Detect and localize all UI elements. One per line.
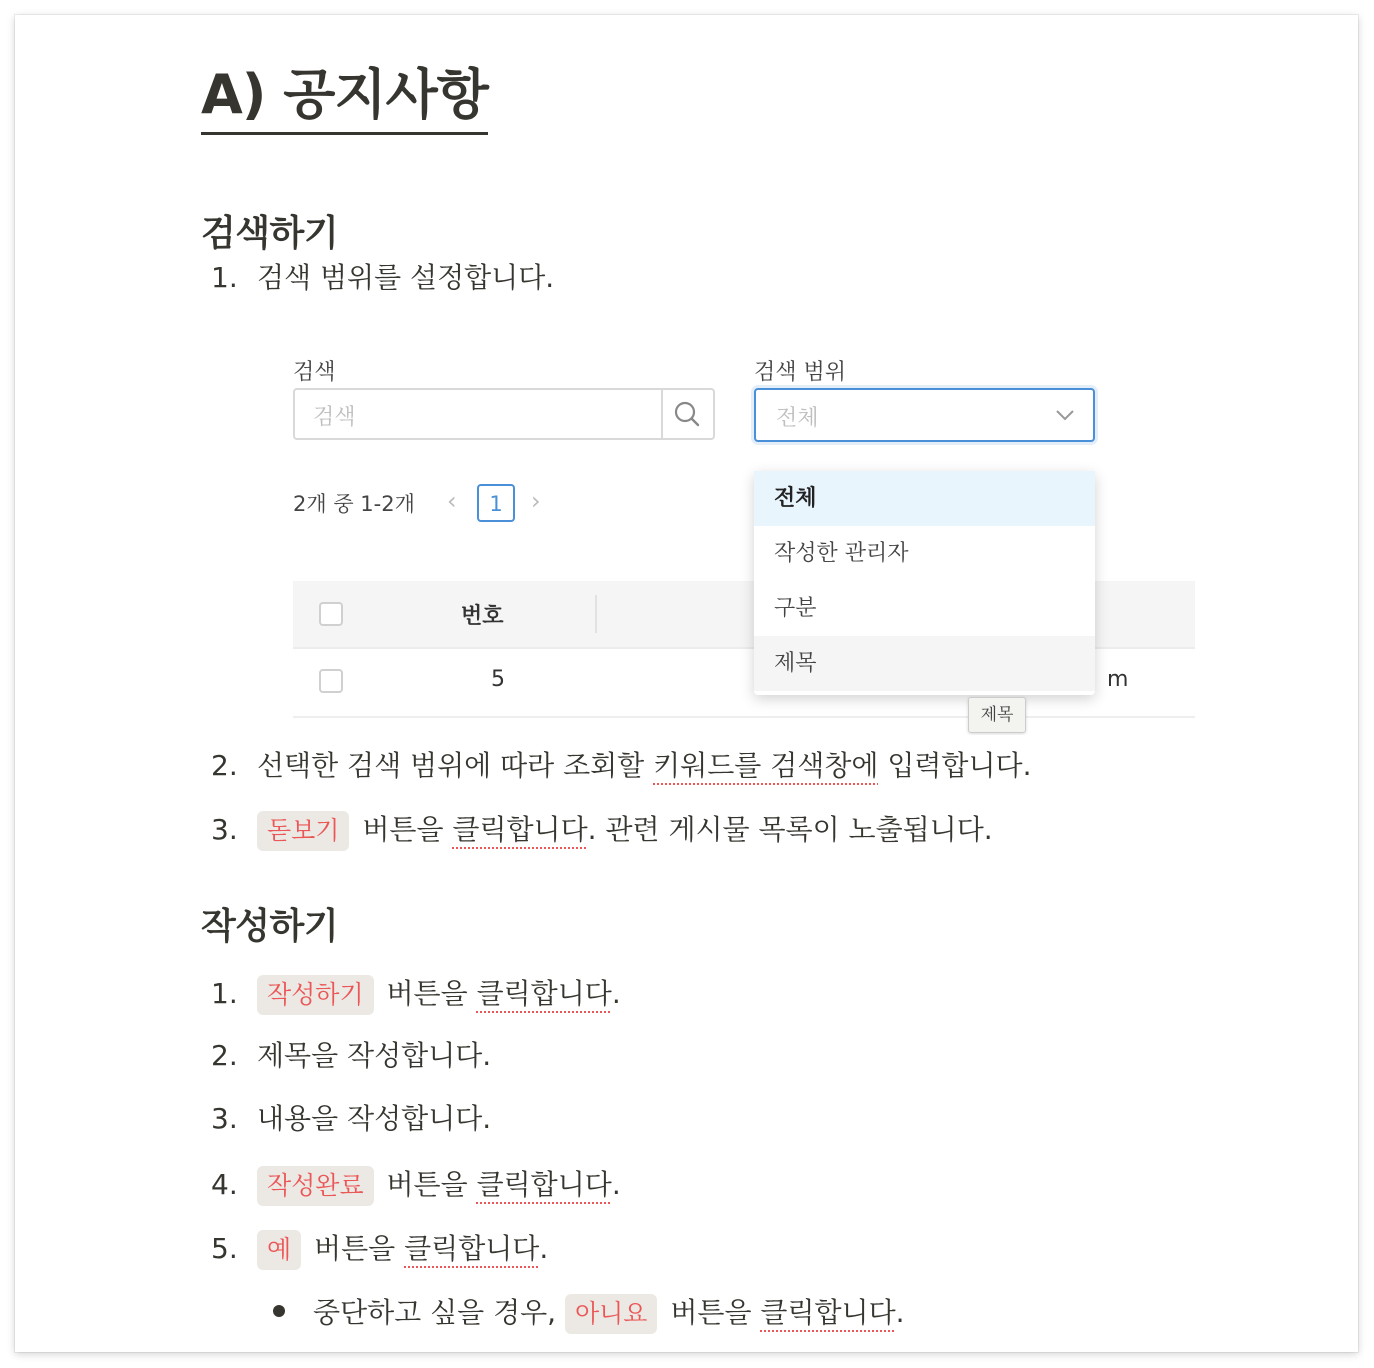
scope-label: 검색 범위 bbox=[754, 360, 847, 385]
search-label: 검색 bbox=[293, 360, 336, 385]
write-step-4 bbox=[211, 1165, 621, 1206]
search-placeholder: 검색 bbox=[313, 405, 356, 430]
inline-code-magnifier: 돋보기 bbox=[257, 811, 349, 851]
step-text-underlined: 클릭합니다 bbox=[476, 1168, 612, 1201]
write-section-heading: 작성하기 bbox=[201, 906, 339, 947]
step-text-underlined: 키워드를 검색창에 bbox=[653, 749, 879, 782]
bullet-text-underlined: 클릭합니다 bbox=[760, 1296, 896, 1329]
list-number: 1. bbox=[211, 977, 238, 1010]
step-text: 제목을 작성합니다. bbox=[257, 1039, 492, 1072]
step-text-after: . 관련 게시물 목록이 노출됩니다. bbox=[587, 813, 993, 846]
list-number: 2. bbox=[211, 1039, 238, 1072]
list-number: 3. bbox=[211, 1102, 238, 1135]
step-text-underlined: 클릭합니다 bbox=[476, 977, 612, 1010]
inline-code-write: 작성하기 bbox=[257, 975, 374, 1015]
col-number-header: 번호 bbox=[461, 604, 504, 629]
search-input[interactable] bbox=[293, 388, 715, 440]
step-text-before: 버튼을 bbox=[305, 1232, 405, 1265]
pagination-summary: 2개 중 1-2개 bbox=[293, 492, 415, 516]
scope-select[interactable] bbox=[754, 388, 1095, 442]
dropdown-option-category[interactable]: 구분 bbox=[774, 596, 817, 621]
list-number: 4. bbox=[211, 1168, 238, 1201]
search-button[interactable] bbox=[661, 390, 713, 438]
select-all-checkbox[interactable] bbox=[319, 602, 343, 626]
tooltip: 제목 bbox=[968, 697, 1026, 733]
bullet-text-mid: 버튼을 bbox=[661, 1296, 761, 1329]
chevron-down-icon bbox=[1055, 408, 1075, 422]
step-text-after: 입력합니다. bbox=[878, 749, 1032, 782]
dropdown-option-title[interactable]: 제목 bbox=[754, 636, 1095, 691]
write-sub-bullet bbox=[273, 1293, 905, 1334]
search-step-1 bbox=[211, 258, 554, 298]
step-text-before: 선택한 검색 범위에 따라 조회할 bbox=[257, 749, 654, 782]
page-current[interactable]: 1 bbox=[477, 484, 515, 522]
search-step-3 bbox=[211, 810, 993, 851]
scope-selected-value: 전체 bbox=[776, 406, 819, 431]
write-step-1 bbox=[211, 974, 621, 1015]
prev-page-icon[interactable]: ‹ bbox=[447, 487, 457, 515]
magnifier-icon bbox=[663, 390, 711, 438]
step-text-after: . bbox=[539, 1232, 549, 1265]
step-text-underlined: 클릭합니다 bbox=[404, 1232, 540, 1265]
bullet-dot-icon bbox=[273, 1305, 285, 1317]
next-page-icon[interactable]: › bbox=[531, 487, 541, 515]
inline-code-complete: 작성완료 bbox=[257, 1166, 374, 1206]
dropdown-option-author[interactable]: 작성한 관리자 bbox=[774, 541, 909, 566]
step-text: 내용을 작성합니다. bbox=[257, 1102, 492, 1135]
list-number: 2. bbox=[211, 749, 238, 782]
scope-dropdown bbox=[754, 471, 1095, 695]
write-step-5 bbox=[211, 1229, 548, 1270]
column-divider bbox=[595, 595, 597, 633]
bullet-text-before: 중단하고 싶을 경우, bbox=[313, 1296, 565, 1329]
row-checkbox[interactable] bbox=[319, 669, 343, 693]
list-number: 5. bbox=[211, 1232, 238, 1265]
step-text-after: . bbox=[611, 1168, 621, 1201]
search-section-heading: 검색하기 bbox=[201, 213, 339, 254]
list-number: 1. bbox=[211, 261, 238, 294]
step-text-underlined: 클릭합니다 bbox=[452, 813, 588, 846]
step-text-before: 버튼을 bbox=[353, 813, 453, 846]
inline-code-no: 아니요 bbox=[565, 1294, 657, 1334]
list-number: 3. bbox=[211, 813, 238, 846]
row-number: 5 bbox=[491, 667, 505, 692]
search-step-2 bbox=[211, 746, 1031, 786]
step-text: 검색 범위를 설정합니다. bbox=[257, 261, 555, 294]
bullet-text-after: . bbox=[895, 1296, 905, 1329]
dropdown-option-all[interactable]: 전체 bbox=[754, 471, 1095, 526]
write-step-3 bbox=[211, 1099, 491, 1139]
document-page bbox=[15, 15, 1358, 1352]
row-email-tail: m bbox=[1107, 667, 1129, 692]
inline-code-yes: 예 bbox=[257, 1230, 301, 1270]
step-text-after: . bbox=[611, 977, 621, 1010]
write-step-2 bbox=[211, 1036, 491, 1076]
embedded-search-screenshot bbox=[285, 335, 1195, 735]
page-title: A) 공지사항 bbox=[201, 60, 488, 135]
step-text-before: 버튼을 bbox=[377, 1168, 477, 1201]
step-text-before: 버튼을 bbox=[377, 977, 477, 1010]
row-divider bbox=[293, 716, 1195, 718]
